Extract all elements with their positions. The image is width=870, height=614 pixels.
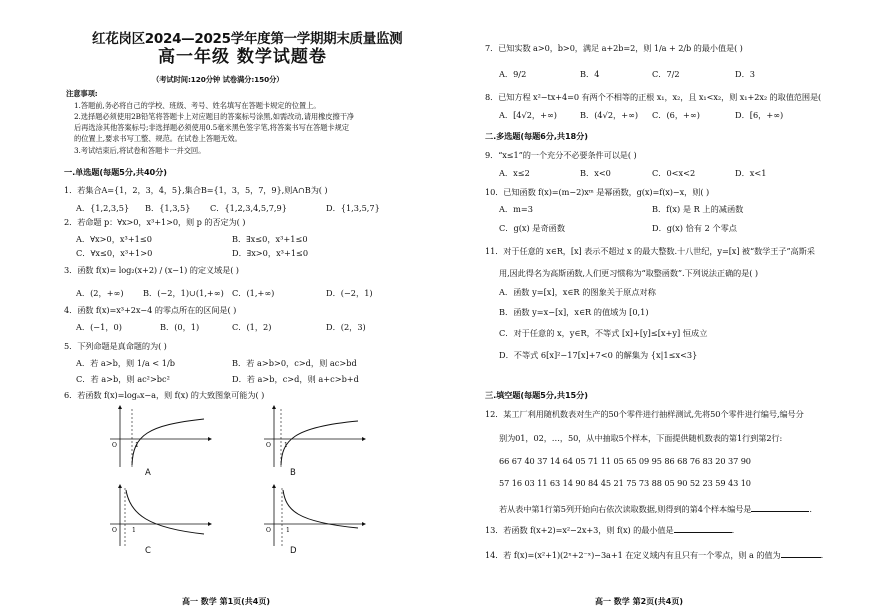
section1-heading: 一.单选题(每题5分,共40分) [64, 167, 167, 177]
q4-option-c: C．(1，2) [232, 322, 272, 332]
right-page-footer: 高一 数学 第2页(共4页) [595, 597, 684, 606]
q11-option-a: A．函数 y=[x]，x∈R 的图象关于原点对称 [499, 287, 656, 297]
svg-text:O: O [266, 442, 271, 449]
q4-option-d: D．(2，3) [326, 322, 366, 332]
q1-stem: 1．若集合A={1，2，3，4，5},集合B={1，3，5，7，9},则A∩B为( ) [64, 185, 328, 195]
q8-option-b: B．(4√2，+∞) [580, 110, 639, 120]
q2-stem: 2．若命题 p：∀x>0，x³+1>0，则 p 的否定为( ) [64, 217, 246, 227]
q1-option-d: D．{1,3,5,7} [326, 203, 380, 213]
q10-option-b: B．f(x) 是 R 上的减函数 [652, 204, 744, 214]
notes-heading: 注意事项: [66, 89, 98, 98]
q8-option-d: D．[6，+∞) [735, 110, 784, 120]
q3-stem: 3．函数 f(x)= log₂(x+2) / (x−1) 的定义域是( ) [64, 265, 239, 275]
exam-title: 红花岗区2024—2025学年度第一学期期末质量监测 [92, 31, 403, 47]
svg-text:O: O [266, 527, 271, 534]
q12-line-3: 若从表中第1行第5列开始向右依次读取数据,则得到的第4个样本编号是 . [499, 504, 812, 514]
q1-option-c: C．{1,2,3,4,5,7,9} [210, 203, 287, 213]
svg-text:1: 1 [284, 442, 288, 449]
q1-option-a: A．{1,2,3,5} [76, 203, 130, 213]
q2-option-d: D．∃x>0，x³+1≤0 [232, 248, 309, 258]
q5-option-b: B．若 a>b>0，c>d，则 ac>bd [232, 358, 357, 368]
q7-option-b: B．4 [580, 69, 600, 79]
q3-option-c: C．(1,+∞) [232, 288, 275, 298]
graph-c [108, 484, 212, 548]
q2-option-b: B．∃x≤0，x³+1≤0 [232, 234, 308, 244]
note-3: 3.考试结束后,将试卷和答题卡一并交回。 [74, 146, 206, 155]
graph-d-label: D [290, 546, 297, 556]
q9-option-d: D．x<1 [735, 168, 767, 178]
q14-line: 14．若 f(x)=(x²+1)(2ˣ+2⁻ˣ)−3a+1 在定义域内有且只有一个零点，则 a 的值为 . [485, 550, 824, 560]
q9-option-a: A．x≤2 [499, 168, 530, 178]
q7-option-a: A．9/2 [499, 69, 527, 79]
q4-option-a: A．(−1，0) [76, 322, 122, 332]
section3-heading: 三.填空题(每题5分,共15分) [485, 390, 588, 400]
note-2: 2.选择题必须使用2B铅笔将答题卡上对应题目的答案标号涂黑,如需改动,请用橡皮擦干净 [74, 112, 355, 121]
svg-text:1: 1 [132, 527, 136, 534]
graph-b-label: B [290, 468, 296, 478]
q9-stem: 9．“x≤1”的一个充分不必要条件可以是( ) [485, 150, 637, 160]
q8-option-a: A．[4√2，+∞) [499, 110, 557, 120]
q11-option-b: B．函数 y=x−[x]，x∈R 的值域为 [0,1) [499, 307, 649, 317]
q9-option-c: C．0<x<2 [652, 168, 696, 178]
q2-option-a: A．∀x>0，x³+1≤0 [76, 234, 152, 244]
section2-heading: 二.多选题(每题6分,共18分) [485, 131, 588, 141]
note-2c: 的位置上,要求书写工整、规范。在试卷上答题无效。 [74, 134, 242, 143]
q10-option-d: D．g(x) 恰有 2 个零点 [652, 223, 737, 233]
q12-random-row-2: 57 16 03 11 63 14 90 84 45 21 75 73 88 05 90 52 23 59 43 10 [499, 478, 751, 488]
graph-a-label: A [145, 468, 151, 478]
q5-stem: 5．下列命题是真命题的为( ) [64, 341, 167, 351]
q12-question: 若从表中第1行第5列开始向右依次读取数据,则得到的第4个样本编号是 [499, 504, 752, 514]
svg-text:O: O [112, 442, 117, 449]
q12-answer-blank[interactable] [751, 502, 809, 512]
exam-subtitle: 高一年级 数学试题卷 [158, 47, 327, 67]
q3-option-b: B．(−2，1)∪(1,+∞) [143, 288, 224, 298]
svg-text:O: O [112, 527, 117, 534]
q11-stem-2: 用,因此得名为高斯函数,人们更习惯称为“取整函数”.下列说法正确的是( ) [499, 268, 758, 278]
q10-option-a: A．m=3 [499, 204, 533, 214]
q5-option-c: C．若 a>b，则 ac²>bc² [76, 374, 170, 384]
q10-stem: 10．已知函数 f(x)=(m−2)xᵐ 是幂函数，g(x)=f(x)−x，则( ) [485, 187, 710, 197]
q12-random-row-1: 66 67 40 37 14 64 05 71 11 05 65 09 95 86 68 76 83 20 37 90 [499, 456, 751, 466]
q5-option-a: A．若 a>b，则 1/a < 1/b [76, 358, 175, 368]
q8-stem: 8．已知方程 x²−tx+4=0 有两个不相等的正根 x₁，x₂，且 x₁<x₂，则 x₁+2x₂ 的取值范围是( [485, 92, 822, 102]
graph-a [108, 405, 212, 469]
q12-line-2: 别为01，02，…，50，从中抽取5个样本，下面提供随机数表的第1行到第2行: [499, 433, 783, 443]
q12-line-1: 12．某工厂利用随机数表对生产的50个零件进行抽样测试,先将50个零件进行编号,编号分 [485, 409, 804, 419]
q14-answer-blank[interactable] [781, 548, 821, 558]
q3-option-d: D．(−2，1) [326, 288, 373, 298]
right-page [435, 0, 870, 614]
note-2b: 后再选涂其他答案标号;非选择题必须使用0.5毫米黑色签字笔,将答案书写在答题卡规定 [74, 123, 349, 132]
q2-option-c: C．∀x≤0，x³+1>0 [76, 248, 153, 258]
q8-option-c: C．(6，+∞) [652, 110, 700, 120]
q11-option-c: C．对于任意的 x，y∈R，不等式 [x]+[y]≤[x+y] 恒成立 [499, 328, 708, 338]
svg-text:1: 1 [135, 442, 139, 449]
q7-stem: 7．已知实数 a>0，b>0，满足 a+2b=2，则 1/a + 2/b 的最小值是( ) [485, 43, 743, 53]
svg-text:1: 1 [286, 527, 290, 534]
q13-line: 13．若函数 f(x+2)=x²−2x+3，则 f(x) 的最小值是 . [485, 525, 735, 535]
q5-option-d: D．若 a>b，c>d，则 a+c>b+d [232, 374, 359, 384]
q9-option-b: B．x<0 [580, 168, 611, 178]
note-1: 1.答题前,务必将自己的学校、班级、考号、姓名填写在答题卡规定的位置上。 [74, 101, 321, 110]
q4-stem: 4．函数 f(x)=x³+2x−4 的零点所在的区间是( ) [64, 305, 237, 315]
q13-question: 13．若函数 f(x+2)=x²−2x+3，则 f(x) 的最小值是 [485, 525, 674, 535]
left-page-footer: 高一 数学 第1页(共4页) [182, 597, 271, 606]
q1-option-b: B．{1,3,5} [145, 203, 191, 213]
exam-info: （考试时间:120分钟 试卷满分:150分） [152, 75, 284, 84]
q11-stem-1: 11．对于任意的 x∈R，[x] 表示不超过 x 的最大整数.十八世纪，y=[x] 被“数学王子”高斯采 [485, 246, 815, 256]
q10-option-c: C．g(x) 是奇函数 [499, 223, 566, 233]
q4-option-b: B．(0，1) [160, 322, 200, 332]
q3-option-a: A．(2，+∞) [76, 288, 124, 298]
q6-stem: 6．若函数 f(x)=logₐx−a，则 f(x) 的大致图象可能为( ) [64, 390, 265, 400]
q13-answer-blank[interactable] [674, 523, 732, 533]
graph-b [262, 405, 366, 469]
graph-c-label: C [145, 546, 151, 556]
q14-question: 14．若 f(x)=(x²+1)(2ˣ+2⁻ˣ)−3a+1 在定义域内有且只有一个零点，则 a 的值为 [485, 550, 781, 560]
q7-option-d: D．3 [735, 69, 755, 79]
q11-option-d: D．不等式 6[x]²−17[x]+7<0 的解集为 {x|1≤x<3} [499, 350, 698, 360]
q7-option-c: C．7/2 [652, 69, 680, 79]
graph-d [262, 484, 366, 548]
